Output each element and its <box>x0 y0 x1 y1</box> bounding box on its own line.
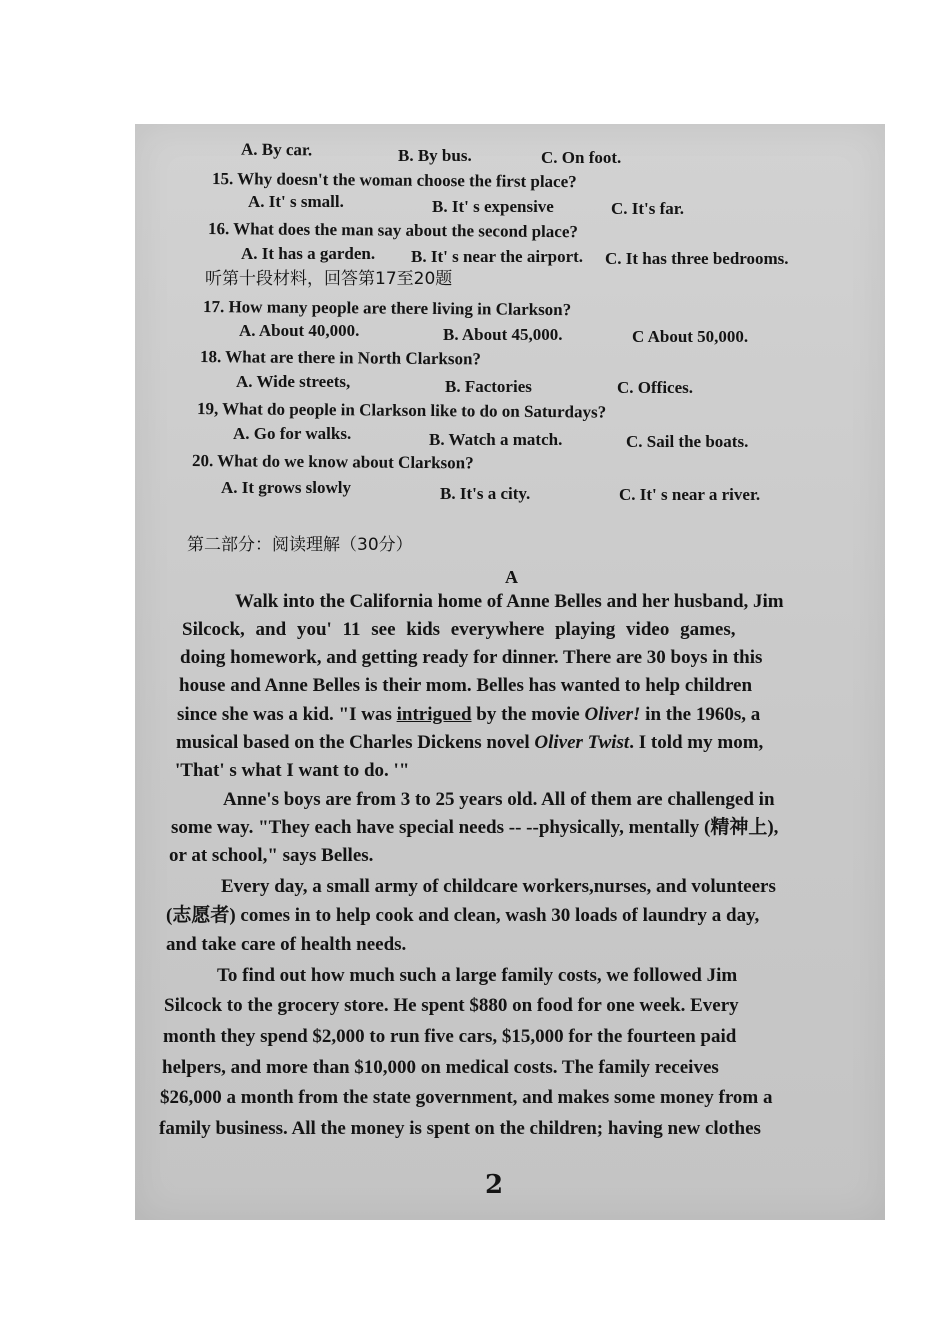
passage-text: by the movie <box>471 704 585 725</box>
passage-text: Silcock, and you' 11 see kids everywhere playing video games, <box>182 619 736 640</box>
q16-option-b: B. It' s near the airport. <box>411 247 584 266</box>
q20-option-a: A. It grows slowly <box>221 478 352 497</box>
movie-title: Oliver! <box>584 704 641 725</box>
passage-text: Walk into the California home of Anne Belles and her husband, Jim <box>235 591 784 612</box>
q16-option-a: A. It has a garden. <box>241 244 376 263</box>
passage-text: doing homework, and getting ready for dinner. There are 30 boys in this <box>180 647 763 668</box>
novel-title: Oliver Twist <box>534 732 630 753</box>
passage-line <box>177 703 760 727</box>
passage-line <box>217 964 737 988</box>
question-15: 15. Why doesn't the woman choose the first place? <box>211 169 577 192</box>
passage-label: A <box>505 567 518 587</box>
passage-text: house and Anne Belles is their mom. Belles has wanted to help children <box>179 675 753 696</box>
passage-line <box>162 1056 719 1080</box>
passage-text: helpers, and more than $10,000 on medical costs. The family receives <box>162 1057 719 1078</box>
passage-text: month they spend $2,000 to run five cars, $15,000 for the fourteen paid <box>163 1026 737 1047</box>
q14-option-c: C. On foot. <box>541 148 622 167</box>
q18-option-b: B. Factories <box>445 377 532 396</box>
passage-line <box>171 816 778 840</box>
q20-option-b: B. It's a city. <box>440 484 531 503</box>
q17-option-b: B. About 45,000. <box>443 325 563 344</box>
passage-line <box>221 875 776 899</box>
passage-line <box>159 1117 761 1141</box>
passage-text: since she was a kid. "I was <box>177 704 397 725</box>
passage-line <box>164 994 739 1018</box>
q17-option-c: C About 50,000. <box>632 327 749 346</box>
passage-line <box>223 788 775 812</box>
passage-line <box>163 1025 736 1049</box>
listening-instruction: 听第十段材料，回答第17至20题 <box>205 269 453 289</box>
q19-option-a: A. Go for walks. <box>233 424 352 443</box>
passage-text: family business. All the money is spent on the children; having new clothes <box>159 1118 761 1139</box>
passage-text: or at school," says Belles. <box>169 845 374 866</box>
q19-option-c: C. Sail the boats. <box>626 432 749 451</box>
passage-text: and take care of health needs. <box>166 934 407 955</box>
q18-option-c: C. Offices. <box>617 378 694 397</box>
passage-line <box>179 674 831 698</box>
passage-line <box>235 590 829 614</box>
passage-line <box>175 759 409 783</box>
question-20: 20. What do we know about Clarkson? <box>191 451 474 473</box>
passage-line <box>182 618 830 642</box>
passage-text: . I told my mom, <box>629 732 764 753</box>
q18-option-a: A. Wide streets, <box>236 372 351 391</box>
exam-page <box>135 124 885 1220</box>
passage-text: some way. "They each have special needs -- --physically, mentally (精神上), <box>171 817 779 838</box>
q15-option-a: A. It' s small. <box>248 192 344 211</box>
q15-option-c: C. It's far. <box>611 199 685 218</box>
passage-text: Every day, a small army of childcare workers,nurses, and volunteers <box>221 876 776 897</box>
passage-text: Anne's boys are from 3 to 25 years old. All of them are challenged in <box>223 789 775 810</box>
passage-text: musical based on the Charles Dickens novel <box>176 732 535 753</box>
passage-line <box>176 731 763 755</box>
question-17: 17. How many people are there living in Clarkson? <box>202 297 572 320</box>
passage-line <box>166 933 406 957</box>
page-number: 2 <box>485 1170 504 1200</box>
question-18: 18. What are there in North Clarkson? <box>199 347 482 369</box>
q19-option-b: B. Watch a match. <box>429 430 563 449</box>
underlined-word: intrigued <box>396 704 472 725</box>
passage-text: $26,000 a month from the state government, and makes some money from a <box>160 1087 773 1108</box>
q14-option-a: A. By car. <box>240 139 313 160</box>
passage-line <box>180 646 830 670</box>
q16-option-c: C. It has three bedrooms. <box>605 249 789 268</box>
passage-text: 'That' s what I want to do. '" <box>175 760 410 781</box>
passage-line <box>160 1086 773 1110</box>
passage-text: in the 1960s, a <box>640 704 761 725</box>
question-19: 19, What do people in Clarkson like to do on Saturdays? <box>196 399 607 422</box>
q15-option-b: B. It' s expensive <box>432 197 554 216</box>
passage-text: Silcock to the grocery store. He spent $880 on food for one week. Every <box>164 995 739 1016</box>
q14-option-b: B. By bus. <box>398 146 472 165</box>
passage-text: (志愿者) comes in to help cook and clean, wash 30 loads of laundry a day, <box>166 905 760 926</box>
q17-option-a: A. About 40,000. <box>239 321 360 340</box>
document-photo <box>135 124 885 1220</box>
passage-line <box>166 904 759 928</box>
passage-text: To find out how much such a large family costs, we followed Jim <box>217 965 738 986</box>
q20-option-c: C. It' s near a river. <box>619 485 761 504</box>
passage-line <box>169 844 373 868</box>
question-16: 16. What does the man say about the second place? <box>207 219 579 242</box>
section-title: 第二部分：阅读理解（30分） <box>187 535 413 555</box>
